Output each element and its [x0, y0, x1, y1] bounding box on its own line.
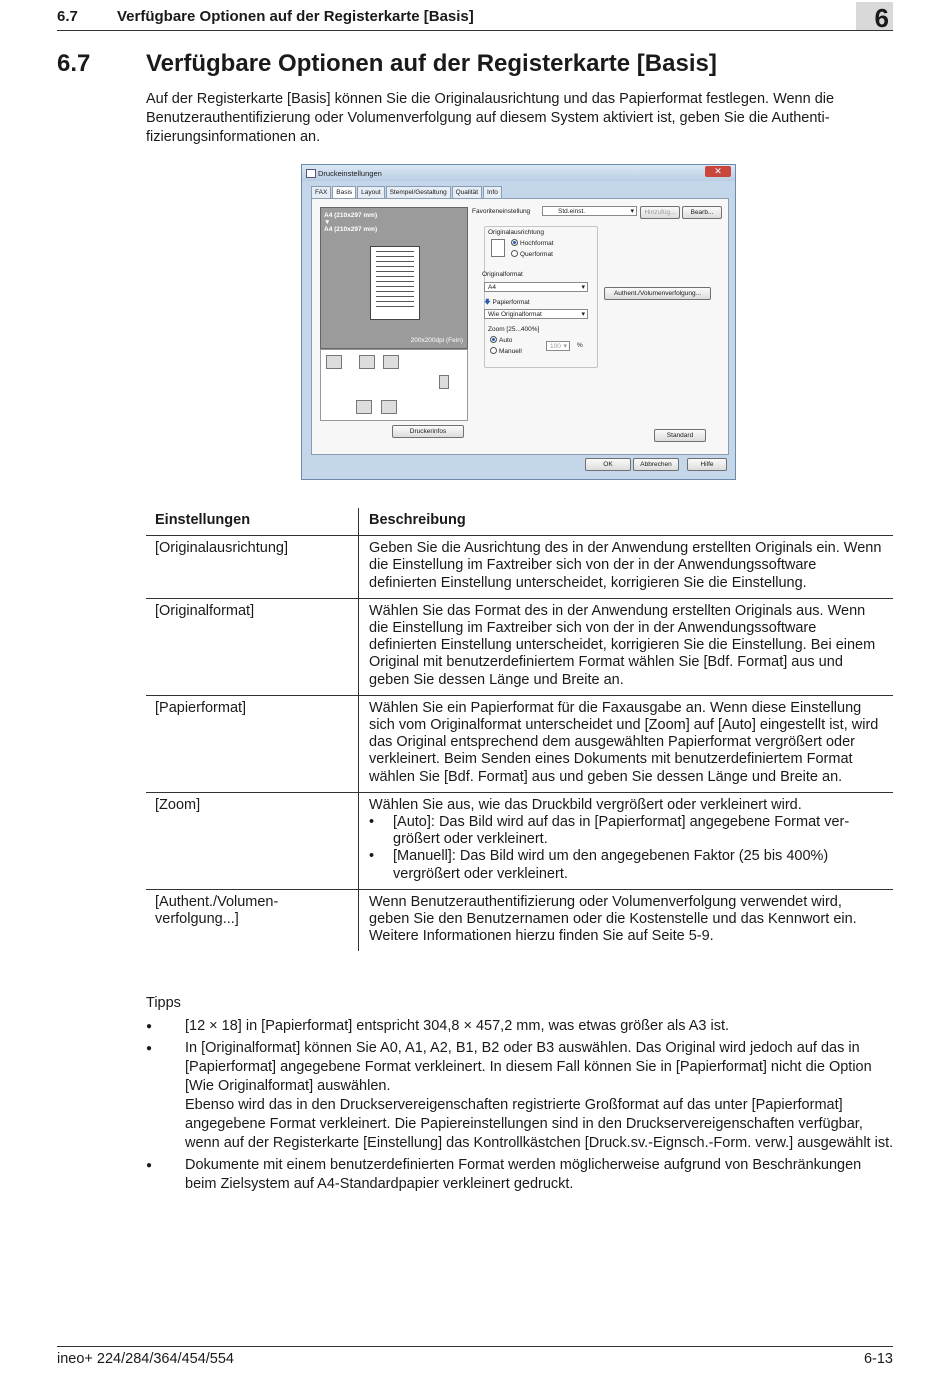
- page-preview: [320, 207, 468, 349]
- tab-basis[interactable]: Basis: [332, 186, 356, 200]
- add-favorite-button[interactable]: Hinzufüg...: [640, 206, 680, 219]
- settings-table: [146, 508, 893, 951]
- paper-size-select[interactable]: Wie Originalformat ▾: [484, 309, 588, 319]
- original-size-select[interactable]: A4 ▾: [484, 282, 588, 292]
- function-icons-area: [320, 349, 468, 421]
- user-icon: [356, 400, 372, 414]
- favorites-label: Favoriteneinstellung: [472, 208, 531, 215]
- zoom-auto-label: Auto: [499, 337, 513, 344]
- tab-fax[interactable]: FAX: [311, 186, 331, 198]
- dialog-tabs: [311, 186, 501, 198]
- account-icon: [381, 400, 397, 414]
- table-row: [146, 536, 893, 599]
- tip-item: [146, 1156, 894, 1194]
- fax-icon: [326, 355, 342, 369]
- ok-button[interactable]: OK: [585, 458, 631, 471]
- cover-icon: [383, 355, 399, 369]
- table-row: [146, 695, 893, 792]
- setting-cell: [Originalformat]: [146, 598, 359, 695]
- zoom-manual-bullet: • [Manuell]: Das Bild wird um den angegebenen Faktor (25 bis 400%) vergrößert oder verkleinert.: [369, 848, 884, 882]
- close-button[interactable]: ✕: [705, 166, 731, 177]
- header-section-number: 6.7: [57, 8, 78, 25]
- zoom-value-field[interactable]: 100 ▾: [546, 341, 570, 351]
- tip-text: [12 × 18] in [Papierformat] entspricht 304,8 × 457,2 mm, was etwas größer als A3 ist.: [185, 1018, 730, 1034]
- basis-panel: [311, 198, 729, 455]
- section-number: 6.7: [57, 50, 91, 77]
- resolution-label: 200x200dpi (Fein): [410, 337, 463, 344]
- tip-item: [146, 1017, 894, 1036]
- landscape-label: Querformat: [520, 251, 553, 258]
- setting-cell: [Authent./Volumenverfolgung...]: [146, 889, 359, 951]
- preview-original-size: A4 (210x297 mm): [324, 212, 378, 219]
- col-settings-header: Einstellungen: [146, 508, 359, 536]
- arrow-down-icon: 🡇: [484, 299, 491, 306]
- table-row: [146, 792, 893, 889]
- zoom-unit: %: [577, 342, 583, 349]
- footer-page-number: 6-13: [863, 1351, 893, 1367]
- orientation-label: Originalausrichtung: [488, 229, 545, 236]
- intro-paragraph: Auf der Registerkarte [Basis] können Sie die Originalausrichtung und das Papierformat festlegen. Wenn die Benutzerauthentifizierung oder Volumenverfolgung auf diesem System aktiviert ist, geben Sie die Authentifizierungsinformationen an.: [146, 91, 835, 145]
- description-cell: Geben Sie die Ausrichtung des in der Anwendung erstellten Originals ein. Wenn die Einstellung im Faxtreiber sich von der in der Anwendungssoftware definierten Einstellung unterscheidet, korrigieren Sie die Einstellung.: [369, 540, 882, 591]
- preview-arrow: ▼: [324, 219, 331, 226]
- description-cell: Wählen Sie ein Papierformat für die Faxausgabe an. Wenn diese Einstellung sich vom Originalformat unterscheidet und [Zoom] auf [Auto] eingestellt ist, wird das Original entsprechend dem ausgewählten Papierformat vergrößert oder verkleinert. Beim Senden eines Dokuments mit benutzerdefiniertem Format wählen Sie [Bdf. Format] aus und geben Sie dessen Länge und Breite an.: [369, 699, 879, 785]
- tip-item: [146, 1039, 894, 1153]
- paper-preview-icon: [370, 246, 420, 320]
- tips-list: [146, 1017, 894, 1197]
- dialog-title: Druckeinstellungen: [318, 169, 382, 178]
- setting-cell: [Zoom]: [146, 792, 359, 889]
- portrait-label: Hochformat: [520, 240, 554, 247]
- landscape-radio[interactable]: [511, 250, 553, 258]
- zoom-description: Wählen Sie aus, wie das Druckbild vergrößert oder verkleinert wird.: [369, 796, 802, 813]
- tab-info[interactable]: Info: [483, 186, 502, 198]
- table-row: [146, 889, 893, 951]
- zoom-auto-bullet: • [Auto]: Das Bild wird auf das in [Papierformat] angegebene Format vergrößert oder verkleinert.: [369, 814, 884, 848]
- zoom-auto-radio[interactable]: [490, 336, 512, 344]
- chapter-tab: 6: [856, 2, 893, 30]
- description-cell: Wählen Sie das Format des in der Anwendung erstellten Originals aus. Wenn die Einstellung im Faxtreiber sich von der in der Anwendungssoftware definierten Einstellung unterscheidet, korrigieren Sie die Einstellung. Bei einem Original mit benutzerdefiniertem Format wählen Sie [Bdf. Format] aus und geben Sie dessen Länge und Breite an.: [369, 602, 876, 688]
- section-title: Verfügbare Optionen auf der Registerkarte [Basis]: [146, 50, 717, 77]
- header-section-title: Verfügbare Optionen auf der Registerkarte [Basis]: [117, 8, 474, 25]
- running-header: [57, 4, 893, 31]
- print-settings-dialog-screenshot: [301, 164, 736, 480]
- cancel-button[interactable]: Abbrechen: [633, 458, 679, 471]
- bullet-icon: ●: [146, 1160, 153, 1171]
- dialog-titlebar: [302, 165, 735, 181]
- tip-text: In [Originalformat] können Sie A0, A1, A2, B1, B2 oder B3 auswählen. Das Original wird jedoch auf das in [Papierformat] angegebene Format verkleinert. In diesem Fall können Sie in [Papierformat] nicht die Option [Wie Originalformat] auswählen.: [185, 1040, 872, 1094]
- tip-text: Dokumente mit einem benutzerdefinierten Format werden möglicherweise aufgrund von Beschränkungen beim Zielsystem auf A4-Standardpapier verkleinert gedruckt.: [185, 1157, 862, 1192]
- auth-tracking-button[interactable]: Authent./Volumenverfolgung...: [604, 287, 711, 300]
- tab-stamp[interactable]: Stempel/Gestaltung: [386, 186, 451, 198]
- setting-cell: [Papierformat]: [146, 695, 359, 792]
- zoom-manual-radio[interactable]: [490, 347, 522, 355]
- zoom-label: Zoom [25...400%]: [488, 326, 540, 333]
- page-footer: [57, 1346, 893, 1367]
- default-button[interactable]: Standard: [654, 429, 706, 442]
- bullet-icon: ●: [146, 1021, 153, 1032]
- printer-icon: [306, 169, 316, 178]
- zoom-manual-label: Manuell: [499, 348, 522, 355]
- portrait-radio[interactable]: [511, 239, 554, 247]
- printer-info-button[interactable]: Druckerinfos: [392, 425, 464, 438]
- table-header-row: [146, 508, 893, 536]
- tip-text-continued: Ebenso wird das in den Druckservereigenschaften registrierte Großformat auf das unter [Papierformat] angegebene Format verkleinert. Die Papiereinstellungen sind in den Druckservereigenschaften verfügbar, wenn auf der Registerkarte [Einstellung] das Kontrollkästchen [Druck.sv.-Eignsch.-Form. verw.] ausgewählt ist.: [185, 1097, 894, 1151]
- timer-icon: [359, 355, 375, 369]
- footer-model: ineo+ 224/284/364/454/554: [57, 1351, 234, 1367]
- tips-heading: Tipps: [146, 995, 181, 1011]
- original-size-label: Originalformat: [482, 271, 523, 278]
- help-button[interactable]: Hilfe: [687, 458, 727, 471]
- preview-paper-size: A4 (210x297 mm): [324, 226, 378, 233]
- favorites-select[interactable]: [542, 206, 637, 216]
- portrait-icon: [491, 239, 505, 257]
- setting-cell: [Originalausrichtung]: [146, 536, 359, 599]
- paper-size-label: [484, 298, 530, 309]
- col-description-header: Beschreibung: [369, 512, 466, 528]
- tab-layout[interactable]: Layout: [357, 186, 385, 198]
- edit-favorite-button[interactable]: Bearb...: [682, 206, 722, 219]
- description-cell: [359, 792, 894, 889]
- paper-size-label-text: Papierformat: [492, 299, 530, 306]
- table-row: [146, 598, 893, 695]
- tab-quality[interactable]: Qualität: [452, 186, 482, 198]
- bullet-icon: ●: [146, 1043, 153, 1054]
- tray-icon: [439, 375, 449, 389]
- description-cell: Wenn Benutzerauthentifizierung oder Volumenverfolgung verwendet wird, geben Sie den Benutzernamen oder die Kostenstelle und das Kennwort ein. Weitere Informationen hierzu finden Sie auf Seite 5-9.: [369, 893, 857, 945]
- favorites-value: Std.einst.: [558, 208, 586, 215]
